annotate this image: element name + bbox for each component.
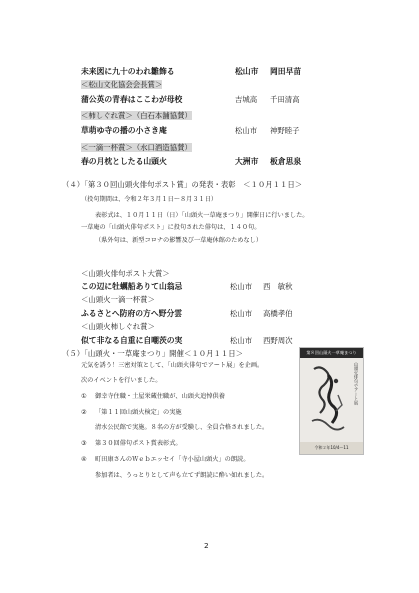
festival-poster-image xyxy=(299,347,364,455)
haiku-author: 西野周次 xyxy=(263,336,293,345)
haiku-city: 大洲市 xyxy=(235,157,259,166)
list-marker: ④ xyxy=(81,456,87,463)
award-label: ＜松山文化協会会長賞＞ xyxy=(81,80,163,89)
section-4-period: （投句期間は、令和２年３月１日～８月３１日） xyxy=(81,196,218,203)
award-label: ＜山頭火柿しぐれ賞＞ xyxy=(81,322,155,331)
award-label: ＜一滴一杯賞＞（水口酒造協賛） xyxy=(81,143,192,152)
haiku-city: 松山市 xyxy=(235,126,258,135)
calligraphy-art-icon xyxy=(306,361,356,441)
haiku-line: 蒲公英の青春はここわが母校 xyxy=(81,95,183,104)
haiku-author: 神野睦子 xyxy=(270,126,300,135)
haiku-author: 高橋孝伯 xyxy=(263,309,293,318)
haiku-city: 吉城高 xyxy=(235,95,258,104)
page-number: 2 xyxy=(204,541,209,550)
poster-title: 第８回山頭火一草庵まつり xyxy=(300,348,363,358)
list-item: 「第１１回山頭火検定」の実施 xyxy=(95,409,182,416)
haiku-city: 松山市 xyxy=(230,336,253,345)
section-4-body: 表彰式は、１０月１１日（日）「山頭火一草庵まつり」開催日に行いました。 xyxy=(95,212,309,219)
award-label: ＜山頭火一滴一杯賞＞ xyxy=(81,295,155,304)
section-4-body: （県外句は、新型コロナの影響及び一草庵休館のためなし） xyxy=(95,237,263,244)
haiku-author: 千田清高 xyxy=(270,95,300,104)
list-item: 御幸寺住職・土屋栄蔵住職が、山頭火追悼供養 xyxy=(95,393,225,400)
award-label: ＜柿しぐれ賞＞（白石本舗協賛） xyxy=(81,111,192,120)
section-4-heading: （４）「第３０回山頭火俳句ポスト賞」の発表・表彰 ＜１０月１１日＞ xyxy=(62,180,303,189)
haiku-city: 松山市 xyxy=(230,309,253,318)
list-item: 第３０回俳句ポスト賞表彰式。 xyxy=(95,440,182,447)
poster-dates: 令和２年10/4～11 xyxy=(300,442,363,454)
list-item: 町田康さんのＷｅｂエッセイ「寺小屋山頭火」の朗読。 xyxy=(95,456,250,463)
list-marker: ③ xyxy=(81,440,87,447)
haiku-line: ふるさとへ防府の方へ野分雲 xyxy=(81,309,183,318)
haiku-line: この辺に牡蠣船ありて山翁忌 xyxy=(81,282,183,291)
section-4-body: 一草庵の「山頭火俳句ポスト」に投句された俳句は、１４０句。 xyxy=(81,224,261,231)
haiku-line: 似て非なる自重に自嘲茨の実 xyxy=(81,336,183,345)
section-5-heading: （５）「山頭火・一草庵まつり」開催＜１０月１１日＞ xyxy=(62,349,244,358)
section-5-intro: 元気を誘う！三密対策として、「山頭火俳句でアート展」を企画。 xyxy=(81,362,264,369)
haiku-city: 松山市 xyxy=(235,67,259,76)
haiku-author: 岡田早苗 xyxy=(270,67,302,76)
haiku-city: 松山市 xyxy=(230,282,253,291)
list-item: 清水公民館で実施。８名の方が受験し、全員合格されました。 xyxy=(95,424,269,431)
section-5-intro: 次のイベントを行いました。 xyxy=(81,377,162,384)
list-item: 参加者は、うっとりとして声も立てず朗読に酔い如れました。 xyxy=(95,472,269,479)
poster-vertical-text: 山頭火俳句でアート展 xyxy=(353,362,358,405)
list-marker: ② xyxy=(81,409,87,416)
haiku-line: 春の月枕としたる山頭火 xyxy=(81,157,167,166)
haiku-line: 草萌ゆ寺の播の小さき庵 xyxy=(81,126,167,135)
list-marker: ① xyxy=(81,393,87,400)
award-label: ＜山頭火俳句ポスト大賞＞ xyxy=(81,269,170,278)
haiku-author: 板倉思泉 xyxy=(270,157,302,166)
haiku-line: 未来図に九十のわれ雛飾る xyxy=(81,67,175,76)
haiku-author: 西 敏秋 xyxy=(263,282,293,291)
